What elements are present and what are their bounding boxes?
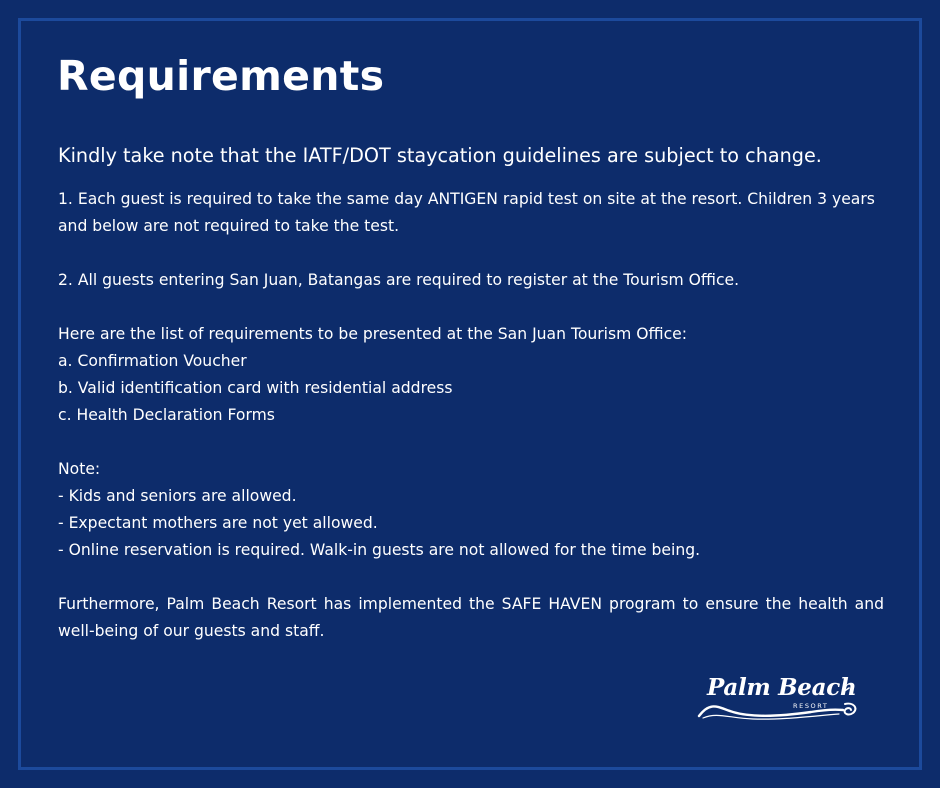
requirement-tourism-registration: 2. All guests entering San Juan, Batangas are required to register at the Tourism Office. xyxy=(58,271,740,289)
requirements-body xyxy=(58,186,884,645)
requirements-list-item: b. Valid identification card with residential address xyxy=(58,379,453,397)
requirements-list-item: a. Confirmation Voucher xyxy=(58,352,247,370)
palm-beach-resort-logo xyxy=(693,672,865,726)
logo-wordmark: Palm Beach xyxy=(707,674,857,701)
note-heading: Note: xyxy=(58,460,101,478)
logo-tagline: RESORT xyxy=(793,702,829,710)
requirement-antigen-test: 1. Each guest is required to take the same day ANTIGEN rapid test on site at the resort. Children 3 years and below are not required to take the test. xyxy=(58,190,875,235)
safe-haven-statement: Furthermore, Palm Beach Resort has implemented the SAFE HAVEN program to ensure the health and well-being of our guests and staff. xyxy=(58,595,884,640)
page-title: Requirements xyxy=(57,52,385,100)
guidelines-notice: Kindly take note that the IATF/DOT staycation guidelines are subject to change. xyxy=(58,144,822,167)
requirements-list-item: c. Health Declaration Forms xyxy=(58,406,275,424)
requirements-list-intro: Here are the list of requirements to be presented at the San Juan Tourism Office: xyxy=(58,325,688,343)
note-item: - Expectant mothers are not yet allowed. xyxy=(58,514,378,532)
note-item: - Online reservation is required. Walk-in guests are not allowed for the time being. xyxy=(58,541,701,559)
note-item: - Kids and seniors are allowed. xyxy=(58,487,297,505)
